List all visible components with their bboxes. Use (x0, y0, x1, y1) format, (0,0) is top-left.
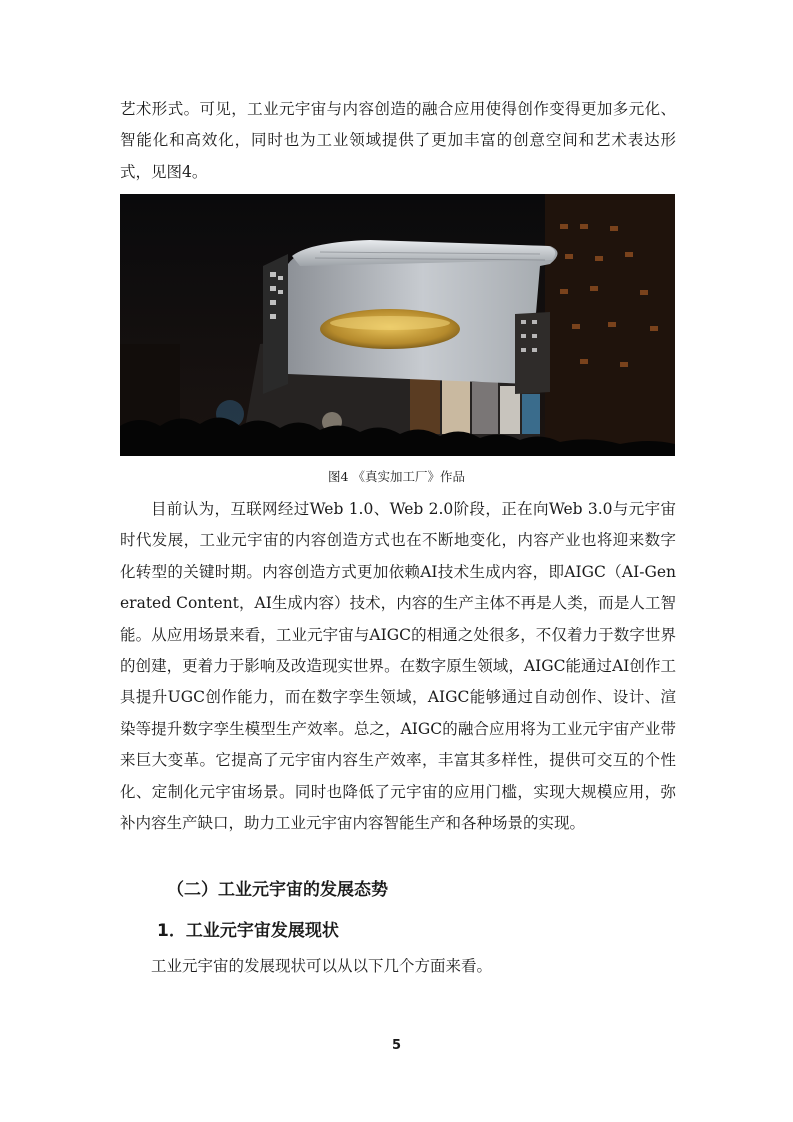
subsection-heading: 1．工业元宇宙发展现状 (157, 921, 339, 941)
figure-caption: 图4 《真实加工厂》作品 (328, 469, 465, 484)
building-night-photo (120, 194, 675, 456)
section-heading: （二）工业元宇宙的发展态势 (167, 880, 388, 900)
paragraph-intro: 艺术形式。可见，工业元宇宙与内容创造的融合应用使得创作变得更加多元化、智能化和高效化，同时也为工业领域提供了更加丰富的创意空间和艺术表达形式，见图4。 (120, 100, 676, 181)
paragraph-body: 目前认为，互联网经过Web 1.0、Web 2.0阶段，正在向Web 3.0与元宇宙时代发展，工业元宇宙的内容创造方式也在不断地变化，内容产业也将迎来数字化转型的关键时期。内容创造方式更加依赖AI技术生成内容，即AIGC（AI-Generated Content，AI生成内容）技术，内容的生产主体不再是人类，而是人工智能。从应用场景来看，工业元宇宙与AIGC的相通之处很多，不仅着力于数字世界的创建，更着力于影响及改造现实世界。在数字原生领域，AIGC能通过AI创作工具提升UGC创作能力，而在数字孪生领域，AIGC能够通过自动创作、设计、渲染等提升数字孪生模型生产效率。总之，AIGC的融合应用将为工业元宇宙产业带来巨大变革。它提高了元宇宙内容生产效率，丰富其多样性，提供可交互的个性化、定制化元宇宙场景。同时也降低了元宇宙的应用门槛，实现大规模应用，弥补内容生产缺口，助力工业元宇宙内容智能生产和各种场景的实现。 (120, 500, 676, 833)
paragraph-closing: 工业元宇宙的发展现状可以从以下几个方面来看。 (151, 957, 493, 975)
page-number: 5 (391, 1038, 402, 1053)
figure-image (120, 194, 675, 456)
